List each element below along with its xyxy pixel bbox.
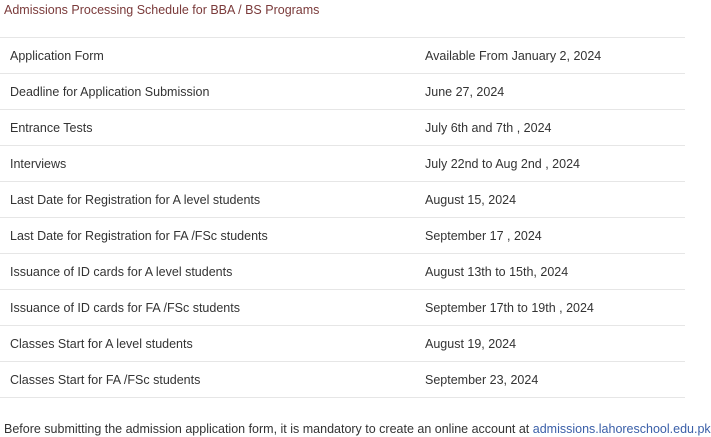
event-cell: Deadline for Application Submission — [0, 74, 415, 110]
event-cell: Issuance of ID cards for A level students — [0, 254, 415, 290]
event-cell: Application Form — [0, 38, 415, 74]
date-cell: September 17 , 2024 — [415, 218, 685, 254]
page-title: Admissions Processing Schedule for BBA / BS Programs — [4, 3, 320, 17]
table-row — [0, 218, 685, 254]
table-row — [0, 326, 685, 362]
table-row — [0, 38, 685, 74]
event-cell: Entrance Tests — [0, 110, 415, 146]
event-cell: Issuance of ID cards for FA /FSc students — [0, 290, 415, 326]
table-row — [0, 146, 685, 182]
date-cell: July 22nd to Aug 2nd , 2024 — [415, 146, 685, 182]
date-cell: Available From January 2, 2024 — [415, 38, 685, 74]
event-cell: Classes Start for A level students — [0, 326, 415, 362]
table-row — [0, 110, 685, 146]
table-row — [0, 74, 685, 110]
footer-text: Before submitting the admission application form, it is mandatory to create an online account at — [4, 422, 533, 436]
date-cell: June 27, 2024 — [415, 74, 685, 110]
date-cell: August 15, 2024 — [415, 182, 685, 218]
event-cell: Last Date for Registration for FA /FSc students — [0, 218, 415, 254]
event-cell: Classes Start for FA /FSc students — [0, 362, 415, 398]
admissions-link[interactable]: admissions.lahoreschool.edu.pk — [532, 422, 711, 436]
date-cell: September 23, 2024 — [415, 362, 685, 398]
event-cell: Last Date for Registration for A level students — [0, 182, 415, 218]
date-cell: July 6th and 7th , 2024 — [415, 110, 685, 146]
date-cell: September 17th to 19th , 2024 — [415, 290, 685, 326]
date-cell: August 19, 2024 — [415, 326, 685, 362]
table-row — [0, 254, 685, 290]
footer-note — [4, 421, 711, 437]
date-cell: August 13th to 15th, 2024 — [415, 254, 685, 290]
table-row — [0, 290, 685, 326]
table-row — [0, 182, 685, 218]
event-cell: Interviews — [0, 146, 415, 182]
table-row — [0, 362, 685, 398]
schedule-table — [0, 37, 685, 398]
